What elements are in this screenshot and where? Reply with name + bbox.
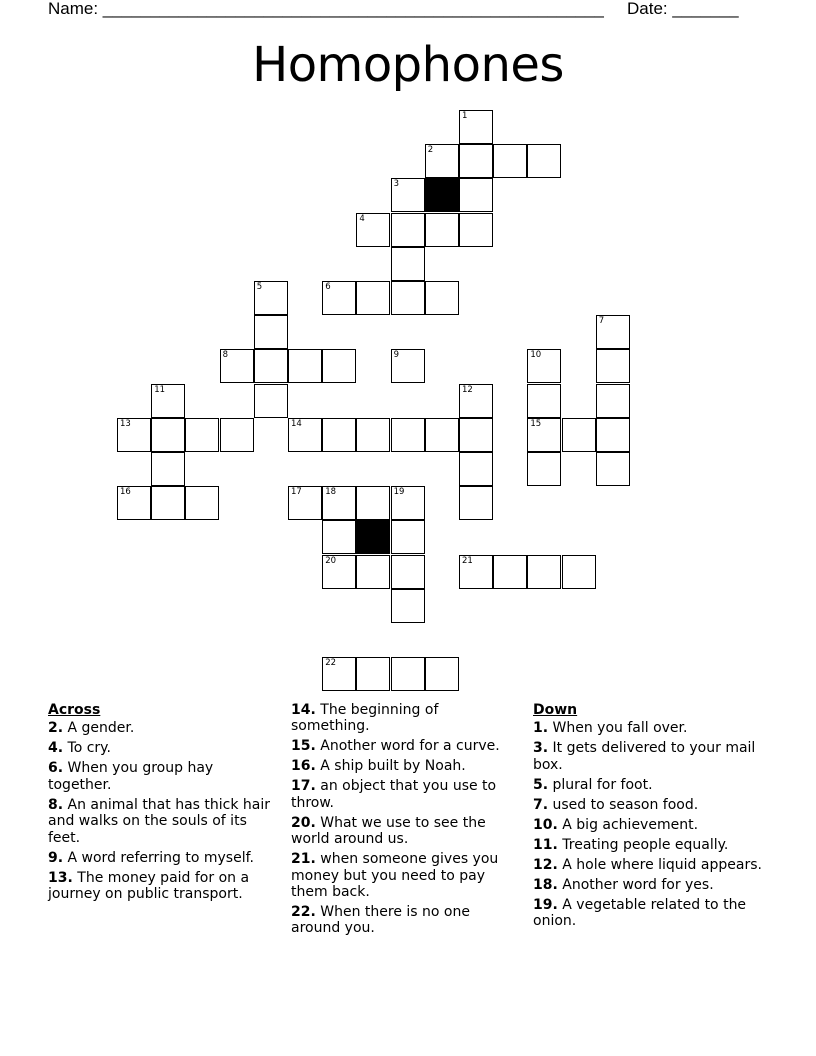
cell-number: 9 — [393, 350, 400, 361]
cell-number: 3 — [393, 179, 400, 190]
cell-number: 15 — [530, 418, 542, 429]
clue-number: 22. — [291, 904, 316, 921]
clue — [48, 720, 278, 736]
crossword-cell[interactable] — [322, 349, 356, 383]
crossword-cell[interactable] — [425, 418, 459, 452]
crossword-cell[interactable] — [356, 281, 390, 315]
crossword-cell[interactable] — [596, 452, 630, 486]
clue-text: The money paid for on a journey on public transport. — [48, 869, 250, 903]
crossword-cell[interactable] — [391, 657, 425, 691]
clue-text: used to season food. — [552, 796, 699, 813]
across-heading: Across — [48, 702, 101, 718]
clue-number: 7. — [533, 796, 549, 813]
clue-text: A ship built by Noah. — [320, 758, 466, 775]
cell-number: 19 — [393, 487, 405, 498]
crossword-cell[interactable] — [391, 486, 425, 520]
clue-number: 6. — [48, 760, 64, 777]
cell-number: 16 — [120, 487, 131, 498]
cell-number: 13 — [120, 418, 131, 429]
clue — [291, 758, 521, 774]
crossword-cell[interactable] — [322, 486, 356, 520]
cell-number: 17 — [291, 487, 302, 498]
clue — [48, 870, 278, 903]
clue-number: 13. — [48, 869, 73, 886]
clue — [533, 720, 763, 736]
clue-text: An animal that has thick hair and walks on the souls of its feet. — [48, 796, 270, 846]
crossword-cell[interactable] — [493, 555, 527, 589]
clue-number: 18. — [533, 876, 558, 893]
crossword-cell[interactable] — [493, 144, 527, 178]
clue — [291, 702, 521, 735]
clue — [291, 851, 521, 900]
crossword-cell[interactable] — [425, 657, 459, 691]
crossword-cell[interactable] — [596, 384, 630, 418]
crossword-cell[interactable] — [151, 418, 185, 452]
clue-number: 2. — [48, 720, 64, 737]
crossword-cell[interactable] — [459, 452, 493, 486]
crossword-cell[interactable] — [459, 213, 493, 247]
crossword-cell[interactable] — [391, 281, 425, 315]
crossword-cell[interactable] — [527, 349, 561, 383]
clue-number: 12. — [533, 856, 558, 873]
cell-number: 4 — [359, 213, 365, 224]
cell-number: 21 — [462, 555, 473, 566]
clue-number: 16. — [291, 758, 316, 775]
crossword-cell[interactable] — [322, 520, 356, 554]
clue — [533, 777, 763, 793]
clue — [533, 897, 763, 930]
clue — [533, 740, 763, 773]
crossword-cell[interactable] — [425, 213, 459, 247]
crossword-cell[interactable] — [220, 349, 254, 383]
clue-text: The beginning of something. — [291, 702, 439, 735]
across-clue-list-continued — [291, 702, 521, 937]
cell-number: 2 — [427, 145, 434, 156]
cell-number: 7 — [598, 316, 605, 327]
crossword-cell[interactable] — [391, 247, 425, 281]
clue-text: when someone gives you money but you need to pay them back. — [291, 851, 499, 901]
crossword-cell[interactable] — [151, 452, 185, 486]
clue-text: What we use to see the world around us. — [291, 814, 486, 848]
clue-text: It gets delivered to your mail box. — [533, 740, 756, 773]
crossword-cell[interactable] — [117, 486, 151, 520]
clue-number: 20. — [291, 814, 316, 831]
crossword-cell[interactable] — [527, 452, 561, 486]
crossword-cell[interactable] — [596, 418, 630, 452]
date-field-label: Date: _______ — [627, 0, 739, 18]
crossword-cell[interactable] — [322, 418, 356, 452]
crossword-cell[interactable] — [425, 144, 459, 178]
crossword-cell[interactable] — [596, 349, 630, 383]
crossword-cell[interactable] — [459, 555, 493, 589]
crossword-cell[interactable] — [356, 418, 390, 452]
crossword-cell[interactable] — [391, 349, 425, 383]
crossword-cell[interactable] — [254, 384, 288, 418]
crossword-cell[interactable] — [356, 657, 390, 691]
clue — [48, 797, 278, 846]
crossword-cell[interactable] — [356, 213, 390, 247]
clue-text: When you fall over. — [552, 720, 688, 737]
clue-number: 9. — [48, 849, 64, 866]
down-clue-list — [533, 720, 763, 929]
clue-text: plural for foot. — [552, 776, 653, 793]
page-title: Homophones — [252, 37, 564, 93]
clue-number: 15. — [291, 738, 316, 755]
clue-text: A hole where liquid appears. — [562, 856, 762, 873]
crossword-cell[interactable] — [459, 384, 493, 418]
cell-number: 10 — [530, 350, 542, 361]
clue-text: When you group hay together. — [48, 760, 214, 793]
clue — [533, 817, 763, 833]
crossword-cell[interactable] — [254, 315, 288, 349]
crossword-cell[interactable] — [322, 281, 356, 315]
clue — [291, 815, 521, 848]
crossword-cell[interactable] — [459, 110, 493, 144]
crossword-cell[interactable] — [391, 589, 425, 623]
clue — [48, 760, 278, 793]
crossword-cell[interactable] — [185, 486, 219, 520]
clue — [533, 797, 763, 813]
clue-text: A vegetable related to the onion. — [533, 896, 747, 930]
crossword-cell[interactable] — [185, 418, 219, 452]
clue — [48, 850, 278, 866]
crossword-cell[interactable] — [459, 486, 493, 520]
crossword-cell[interactable] — [562, 418, 596, 452]
crossword-cell[interactable] — [117, 418, 151, 452]
crossword-cell[interactable] — [288, 486, 322, 520]
crossword-cell[interactable] — [254, 349, 288, 383]
clue-number: 1. — [533, 720, 549, 737]
crossword-cell[interactable] — [151, 486, 185, 520]
clue — [533, 857, 763, 873]
clue-text: Another word for a curve. — [320, 738, 500, 755]
clue-number: 4. — [48, 740, 64, 757]
crossword-cell[interactable] — [425, 281, 459, 315]
crossword-cell[interactable] — [391, 555, 425, 589]
across-clues-column-2 — [291, 702, 521, 940]
cell-number: 20 — [325, 555, 337, 566]
clue-text: Another word for yes. — [562, 876, 714, 893]
cell-number: 18 — [325, 487, 337, 498]
clue-text: A gender. — [67, 720, 135, 737]
crossword-cell[interactable] — [527, 555, 561, 589]
crossword-cell[interactable] — [322, 555, 356, 589]
crossword-cell[interactable] — [527, 418, 561, 452]
clue — [291, 904, 521, 937]
crossword-cell[interactable] — [391, 520, 425, 554]
crossword-cell[interactable] — [527, 144, 561, 178]
clue-number: 8. — [48, 796, 64, 813]
crossword-cell[interactable] — [288, 349, 322, 383]
crossword-cell[interactable] — [391, 178, 425, 212]
clue-text: A big achievement. — [562, 816, 699, 833]
crossword-cell[interactable] — [459, 178, 493, 212]
cell-number: 8 — [222, 350, 229, 361]
crossword-cell[interactable] — [322, 657, 356, 691]
crossword-cell[interactable] — [562, 555, 596, 589]
clue-number: 3. — [533, 740, 549, 757]
crossword-cell[interactable] — [151, 384, 185, 418]
clue-number: 11. — [533, 836, 558, 853]
crossword-cell[interactable] — [220, 418, 254, 452]
crossword-cell[interactable] — [391, 418, 425, 452]
crossword-cell[interactable] — [459, 418, 493, 452]
cell-number: 6 — [325, 282, 331, 292]
clue-number: 21. — [291, 851, 316, 868]
down-clues-column — [533, 702, 763, 933]
clue — [533, 877, 763, 893]
down-heading: Down — [533, 702, 578, 718]
cell-number: 5 — [256, 282, 263, 292]
crossword-cell[interactable] — [356, 486, 390, 520]
clue-text: Treating people equally. — [562, 836, 729, 853]
across-clue-list — [48, 720, 278, 902]
crossword-cell[interactable] — [596, 315, 630, 349]
cell-number: 1 — [462, 111, 468, 121]
clue-number: 10. — [533, 816, 558, 833]
clue — [533, 837, 763, 853]
name-field-label: Name: _____________________________________________________ — [48, 0, 604, 18]
clue-text: To cry. — [67, 740, 111, 757]
black-square — [356, 520, 390, 554]
clue-text: an object that you use to throw. — [291, 778, 497, 811]
crossword-cell[interactable] — [356, 555, 390, 589]
clue-number: 17. — [291, 778, 316, 795]
clue-text: When there is no one around you. — [291, 904, 470, 937]
crossword-cell[interactable] — [527, 384, 561, 418]
black-square — [425, 178, 459, 212]
clue — [48, 740, 278, 756]
clue-text: A word referring to myself. — [67, 849, 254, 866]
crossword-cell[interactable] — [254, 281, 288, 315]
clue-number: 5. — [533, 776, 549, 793]
clue — [291, 738, 521, 754]
crossword-cell[interactable] — [288, 418, 322, 452]
clue-number: 14. — [291, 702, 316, 718]
cell-number: 12 — [462, 384, 473, 395]
cell-number: 22 — [325, 658, 337, 669]
cell-number: 14 — [291, 418, 302, 429]
crossword-cell[interactable] — [391, 213, 425, 247]
clue — [291, 778, 521, 811]
across-clues-column-1 — [48, 702, 278, 906]
crossword-cell[interactable] — [459, 144, 493, 178]
clue-number: 19. — [533, 896, 558, 913]
cell-number: 11 — [154, 384, 166, 395]
